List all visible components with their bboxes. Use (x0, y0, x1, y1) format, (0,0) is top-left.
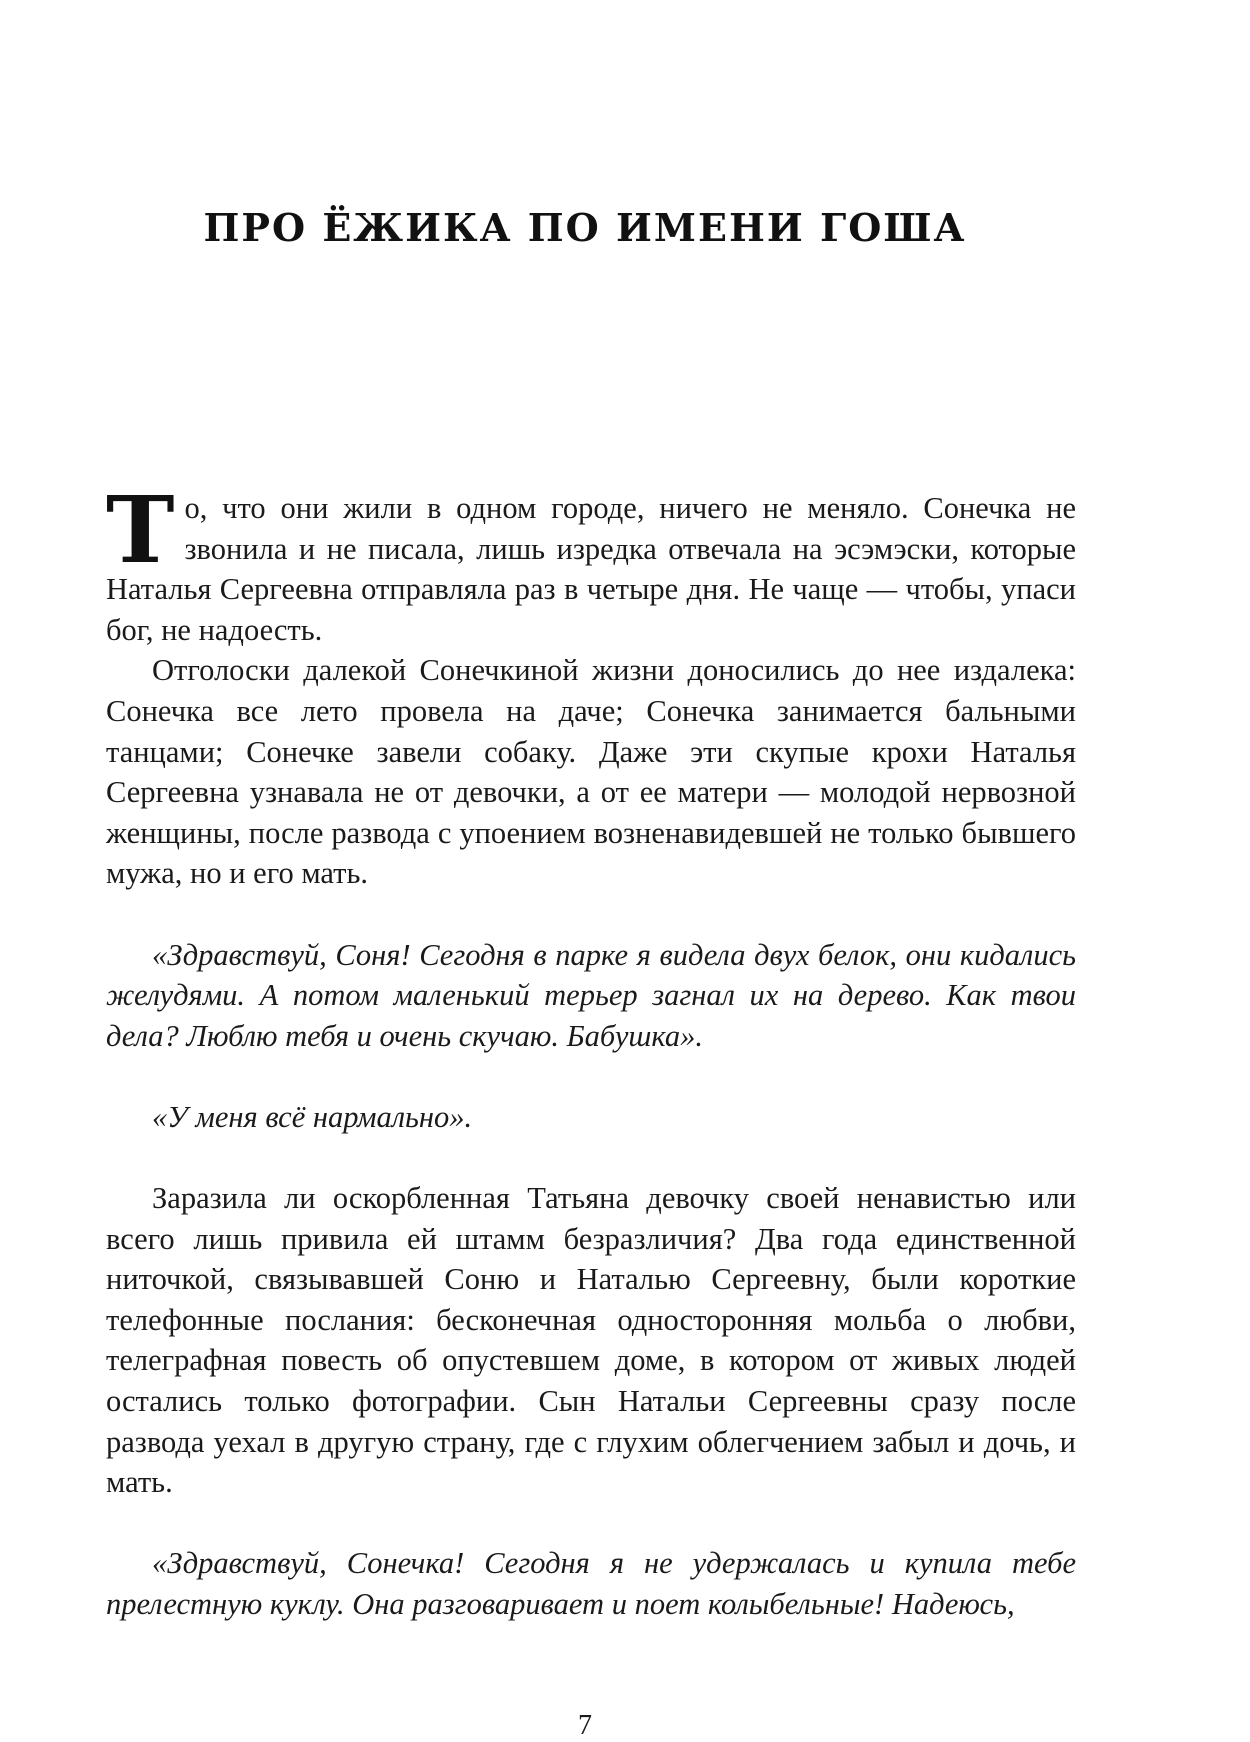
paragraph-3: Заразила ли оскорбленная Татьяна девочку своей ненавистью или всего лишь привила ей штамм безразличия? Два года единственной ниточкой, связывавшей Соню и Наталью Сергеевну, были короткие телефонные послания: бесконечная односторонняя мольба о любви, телеграфная повесть об опустевшем доме, в котором от живых людей остались только фотографии. Сын Натальи Сергеевны сразу после развода уехал в другую страну, где с глухим облегчением забыл и дочь, и мать. (106, 1181, 1076, 1500)
message-1: «Здравствуй, Соня! Сегодня в парке я видела двух белок, они кидались желудями. А потом маленький терьер загнал их на дерево. Как твои дела? Люблю тебя и очень скучаю. Бабушка». (106, 937, 1076, 1053)
message-2: «У меня всё нармально». (152, 1099, 473, 1134)
chapter-title: ПРО ЁЖИКА ПО ИМЕНИ ГОША (203, 205, 967, 250)
paragraph-1 (106, 476, 1076, 650)
body-text (106, 476, 1076, 1625)
paragraph-1-text: о, что они жили в одном городе, ничего не меняло. Сонечка не звонила и не писала, лишь изредка отвечала на эсэмэски, которые Наталья Сергеевна отправляла раз в четыре дня. Не чаще — чтобы, упаси бог, не надоесть. (106, 491, 1076, 647)
drop-cap: Т (106, 476, 175, 584)
message-3: «Здравствуй, Сонечка! Сегодня я не удержалась и купила тебе прелестную куклу. Она разговаривает и поет колыбельные! Надеюсь, (106, 1546, 1076, 1622)
page-number: 7 (578, 1710, 592, 1741)
paragraph-2: Отголоски далекой Сонечкиной жизни доносились до нее издалека: Сонечка все лето провела на даче; Сонечка занимается бальными танцами; Сонечке завели собаку. Даже эти скупые крохи Наталья Сергеевна узнавала не от девочки, а от ее матери — молодой нервозной женщины, после развода с упоением возненавидевшей не только бывшего мужа, но и его мать. (106, 653, 1076, 891)
